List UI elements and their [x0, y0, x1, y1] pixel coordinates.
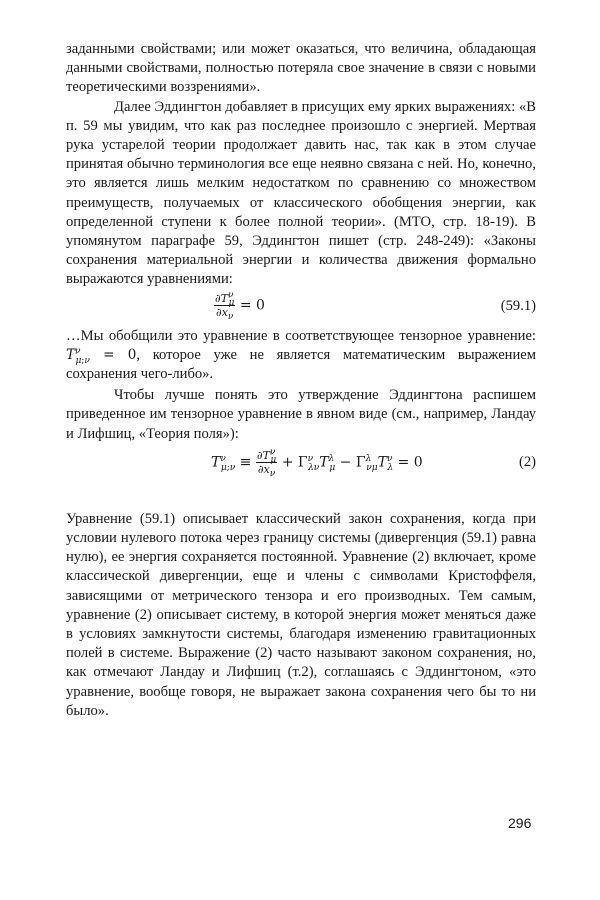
equation-2-number: (2) — [518, 453, 536, 470]
page-number: 296 — [508, 815, 532, 831]
page-content — [66, 40, 536, 721]
equation-2 — [66, 446, 536, 486]
paragraph-3: …Мы обобщили это уравнение в соответствующее тензорное уравнение: $T^\nu_{\mu;\nu} = 0$, которое уже не является математическим выражением сохранения чего-либо». — [66, 327, 537, 383]
paragraph-4: Чтобы лучше понять это утверждение Эддингтона распишем приведенное им тензорное уравнение в явном виде (см., например, Ландау и Лифшиц, «Теория поля»): — [66, 387, 536, 442]
equation-2-formula: $T^\nu_{\mu;\nu}$ ≡ $\frac{\partial T^\nu_\mu}{\partial x_\nu}$ + $\Gamma^\nu_{\lambda\nu}T^\lambda_\mu - \Gamma^\lambda_{\nu\mu}T^\nu_\lambda = 0$ — [211, 447, 423, 480]
paragraph-1: заданными свойствами; или может оказаться, что величина, обладающая данными свойствами, полностью потеряла свое значение в связи с новыми теоретическими воззрениями». — [66, 41, 536, 96]
equation-59-1-formula: $\frac{\partial T^\nu_\mu}{\partial x_\nu}$ = 0 — [215, 289, 265, 322]
equation-59-1-number: (59.1) — [500, 297, 536, 314]
equation-59-1 — [66, 291, 536, 325]
paragraph-5: Уравнение (59.1) описывает классический закон сохранения, когда при условии нулевого потока через границу системы (дивергенция (59.1) равна нулю), ее энергия сохраняется постоянной. Уравнение (2) включает, кроме классической дивергенции, еще и члены с символами Кристоффеля, зависящими от метрического тензора и его производных. Тем самым, уравнение (2) описывает систему, в которой энергия может меняться даже в условиях замкнутости системы, благодаря изменению гравитационных полей в системе. Выражение (2) часто называют законом сохранения, но, как отмечают Ландау и Лифшиц (т.2), соглашаясь с Эддингтоном, «это уравнение, вообще говоря, не выражает закона сохранения чего бы то ни было». — [66, 510, 536, 719]
paragraph-2: Далее Эддингтон добавляет в присущих ему ярких выражениях: «В п. 59 мы увидим, что как раз последнее произошло с энергией. Мертвая рука устарелой теории продолжает давить нас, так как в этом случае принятая обычно терминология все еще неявно связана с ней. Но, конечно, это является лишь мелким недостатком по сравнению со множеством преимуществ, получаемых от классического обобщения энергии, как определенной ступени к более полной теории». (МТО, стр. 18-19). В упомянутом параграфе 59, Эддингтон пишет (стр. 248-249): «Законы сохранения материальной энергии и количества движения формально выражаются уравнениями: — [66, 98, 536, 288]
inline-tensor-equation: $T^\nu_{\mu;\nu} = 0$ — [66, 346, 137, 366]
